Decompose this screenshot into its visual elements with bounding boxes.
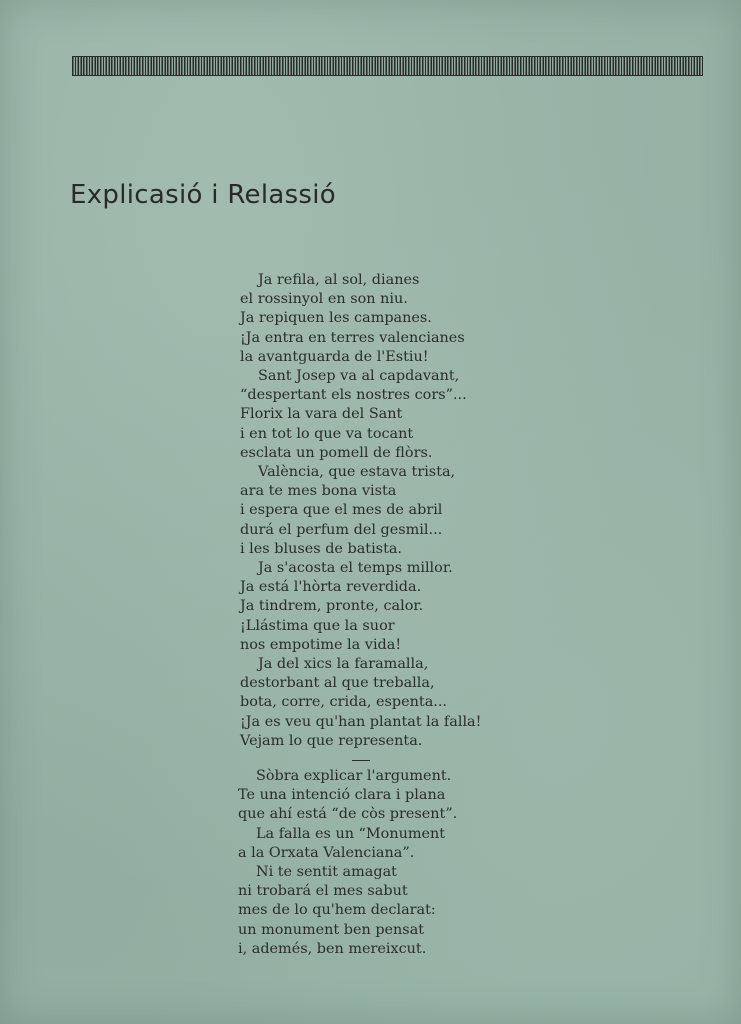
poem-line: que ahí está “de còs present”. <box>238 806 458 823</box>
header-decorative-rule <box>72 56 703 76</box>
poem-line: ¡Ja es veu qu'han plantat la falla! <box>240 713 482 730</box>
poem-line: Vejam lo que representa. <box>240 732 423 749</box>
poem-line: ¡Ja entra en terres valencianes <box>240 329 465 346</box>
poem-line: i les bluses de batista. <box>240 540 403 557</box>
poem-line: un monument ben pensat <box>238 921 425 938</box>
poem-line: Te una intenció clara i plana <box>238 787 446 804</box>
poem-line: i en tot lo que va tocant <box>240 425 414 442</box>
poem-line: Ja tindrem, pronte, calor. <box>240 598 424 615</box>
poem-line: Ja del xics la faramalla, <box>258 656 429 673</box>
poem-line: destorbant al que treballa, <box>240 675 435 692</box>
poem-line: ni trobará el mes sabut <box>238 883 408 900</box>
poem-line: Sant Josep va al capdavant, <box>258 368 460 385</box>
poem-line: i espera que el mes de abril <box>240 502 443 519</box>
poem-line: Florix la vara del Sant <box>240 406 403 423</box>
poem-line: a la Orxata Valenciana”. <box>238 844 415 861</box>
poem-line: Ja refila, al sol, dianes <box>258 272 420 288</box>
poem-line: Sòbra explicar l'argument. <box>256 768 452 784</box>
poem-line: La falla es un “Monument <box>256 825 446 842</box>
poem-line: bota, corre, crida, espenta... <box>240 694 447 711</box>
poem-line: i, ademés, ben mereixcut. <box>238 940 427 957</box>
poem-line: Ja repiquen les campanes. <box>240 310 432 327</box>
poem-line: durá el perfum del gesmil... <box>240 521 443 538</box>
poem-line: “despertant els nostres cors”... <box>240 387 467 404</box>
poem-line: Ja está l'hòrta reverdida. <box>240 579 422 596</box>
poem-stanza-2-wrapper <box>238 767 558 959</box>
poem-line: nos empotime la vida! <box>240 636 402 653</box>
poem-line: Ja s'acosta el temps millor. <box>258 560 453 577</box>
poem-line: ara te mes bona vista <box>240 483 397 500</box>
poem-line: la avantguarda de l'Estiu! <box>240 348 429 365</box>
poem-line: València, que estava trista, <box>258 464 456 481</box>
poem-line: Ni te sentit amagat <box>256 864 397 881</box>
poem-line: el rossinyol en son niu. <box>240 291 408 308</box>
poem-line: esclata un pomell de flòrs. <box>240 444 433 461</box>
poem-line: mes de lo qu'hem declarat: <box>238 902 436 919</box>
poem-line: ¡Llástima que la suor <box>240 617 395 634</box>
page-title: Explicasió i Relassió <box>70 180 336 210</box>
poem-stanza-1 <box>240 271 560 770</box>
